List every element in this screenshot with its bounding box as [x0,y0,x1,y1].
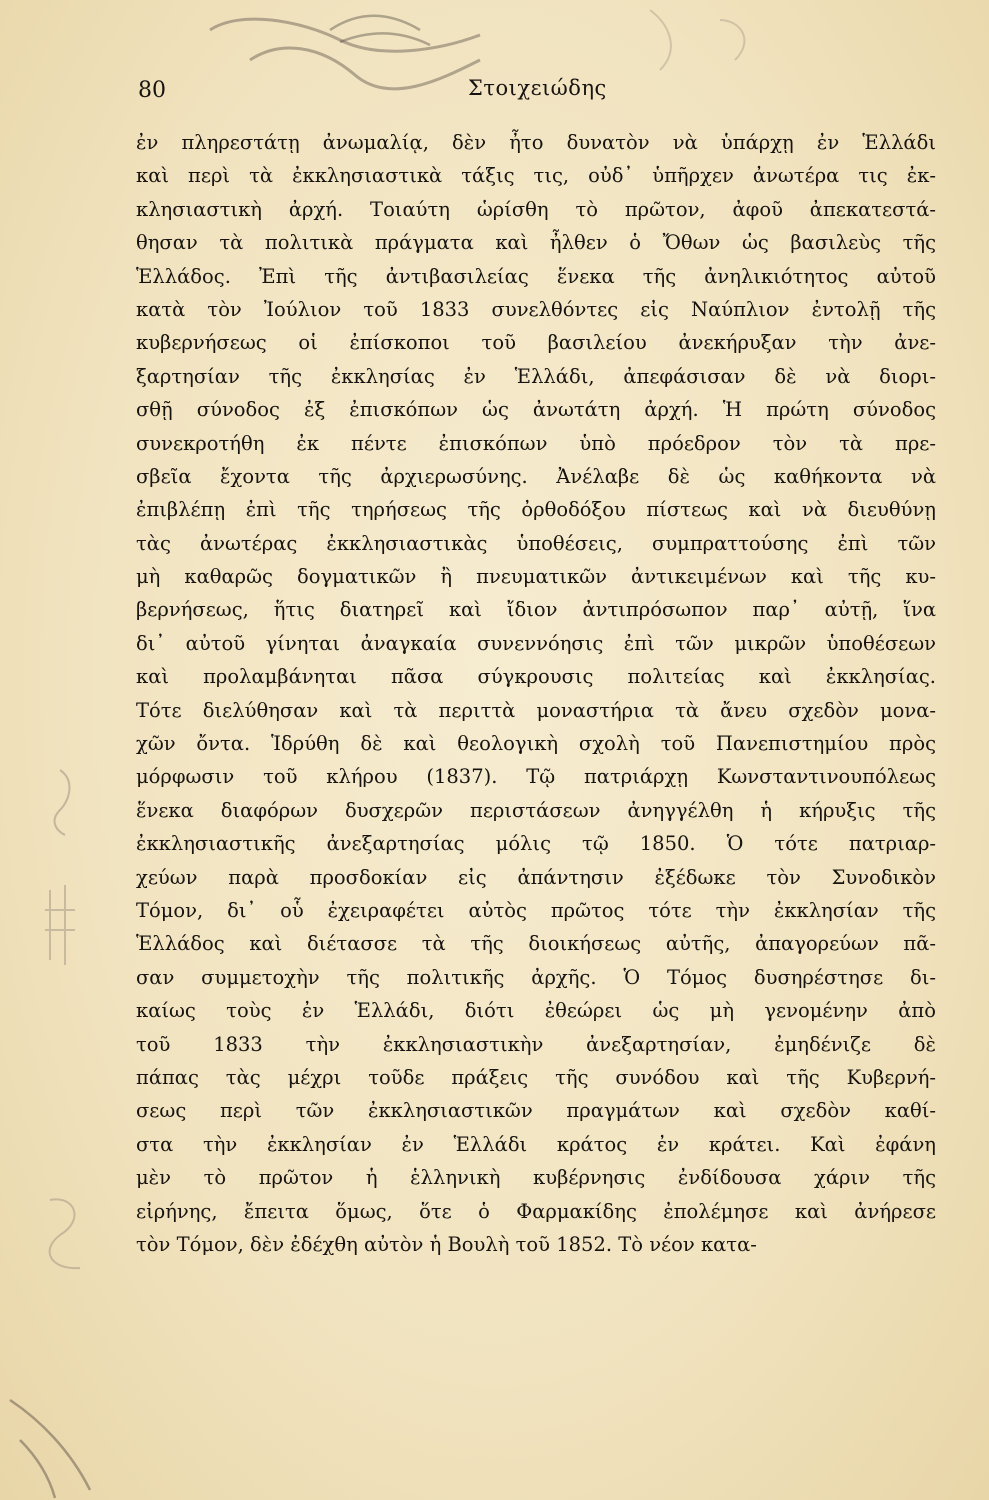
left-margin-mark-icon [20,760,100,1060]
text-line: Τότε διελύθησαν καὶ τὰ περιττὰ μοναστήρια τὰ ἄνευ σχεδὸν μονα- [136,698,936,722]
running-head: Στοιχειώδης [468,76,607,100]
text-line: θησαν τὰ πολιτικὰ πράγματα καὶ ἦλθεν ὁ Ὄθων ὡς βασιλεὺς τῆς [136,231,936,255]
text-line: κλησιαστικὴ ἀρχή. Τοιαύτη ὡρίσθη τὸ πρῶτον, ἀφοῦ ἀπεκατεστά- [136,197,936,221]
text-line: τὰς ἀνωτέρας ἐκκλησιαστικὰς ὑποθέσεις, συμπραττούσης ἐπὶ τῶν [136,531,936,555]
text-line: χεύων παρὰ προσδοκίαν εἰς ἀπάντησιν ἐξέδωκε τὸν Συνοδικὸν [136,865,936,889]
text-line: ἐπιβλέπῃ ἐπὶ τῆς τηρήσεως τῆς ὀρθοδόξου πίστεως καὶ νὰ διευθύνῃ [136,498,936,522]
page-header [0,70,989,110]
text-line: δι᾽ αὐτοῦ γίνηται ἀναγκαία συνεννόησις ἐπὶ τῶν μικρῶν ὑποθέσεων [136,631,936,655]
text-line: μὲν τὸ πρῶτον ἡ ἑλληνικὴ κυβέρνησις ἐνδίδουσα χάριν τῆς [136,1166,936,1190]
text-line: στα τὴν ἐκκλησίαν ἐν Ἑλλάδι κράτος ἐν κράτει. Καὶ ἐφάνη [136,1132,936,1156]
text-line: τὸν Τόμον, δὲν ἐδέχθη αὐτὸν ἡ Βουλὴ τοῦ 1852. Τὸ νέον κατα- [136,1232,757,1256]
text-line: σαν συμμετοχὴν τῆς πολιτικῆς ἀρχῆς. Ὁ Τόμος δυσηρέστησε δι- [136,965,936,989]
text-line: καὶ προλαμβάνηται πᾶσα σύγκρουσις πολιτείας καὶ ἐκκλησίας. [136,665,936,689]
text-line: χῶν ὄντα. Ἱδρύθη δὲ καὶ θεολογικὴ σχολὴ τοῦ Πανεπιστημίου πρὸς [136,732,936,756]
left-margin-mark-2-icon [30,1190,110,1280]
text-line: πάπας τὰς μέχρι τοῦδε πράξεις τῆς συνόδου καὶ τῆς Κυβερνή- [136,1065,936,1089]
text-line: ἐν πληρεστάτῃ ἀνωμαλίᾳ, δὲν ἦτο δυνατὸν νὰ ὑπάρχῃ ἐν Ἑλλάδι [136,131,936,154]
text-line: εἰρήνης, ἔπειτα ὅμως, ὅτε ὁ Φαρμακίδης ἐπολέμησε καὶ ἀνήρεσε [136,1199,936,1223]
text-line: Ἑλλάδος. Ἐπὶ τῆς ἀντιβασιλείας ἕνεκα τῆς ἀνηλικιότητος αὐτοῦ [136,264,936,288]
text-line: ἕνεκα διαφόρων δυσχερῶν περιστάσεων ἀνηγγέλθη ἡ κήρυξις τῆς [136,798,936,822]
text-line: μόρφωσιν τοῦ κλήρου (1837). Τῷ πατριάρχῃ Κωνσταντινουπόλεως [136,765,936,789]
text-line: συνεκροτήθη ἐκ πέντε ἐπισκόπων ὑπὸ πρόεδρον τὸν τὰ πρε- [136,431,936,455]
text-line: σβεῖα ἔχοντα τῆς ἀρχιερωσύνης. Ἀνέλαβε δὲ ὡς καθήκοντα νὰ [136,464,936,488]
text-line: Τόμον, δι᾽ οὗ ἐχειραφέτει αὐτὸς πρῶτος τότε τὴν ἐκκλησίαν τῆς [136,898,936,922]
text-line: σθῇ σύνοδος ἐξ ἐπισκόπων ὡς ἀνωτάτη ἀρχή. Ἡ πρώτη σύνοδος [136,398,936,422]
text-line: καὶ περὶ τὰ ἐκκλησιαστικὰ τάξις τις, οὐδ᾽ ὑπῆρχεν ἀνωτέρα τις ἐκ- [136,164,936,188]
text-line: Ἑλλάδος καὶ διέτασσε τὰ τῆς διοικήσεως αὐτῆς, ἀπαγορεύων πᾶ- [136,932,936,956]
bottom-corner-scribble-icon [0,1380,140,1500]
text-line: κυβερνήσεως οἱ ἐπίσκοποι τοῦ βασιλείου ἀνεκήρυξαν τὴν ἀνε- [136,331,936,355]
text-line: ξαρτησίαν τῆς ἐκκλησίας ἐν Ἑλλάδι, ἀπεφάσισαν δὲ νὰ διορι- [136,364,936,388]
text-line: σεως περὶ τῶν ἐκκλησιαστικῶν πραγμάτων καὶ σχεδὸν καθί- [136,1099,936,1123]
text-line: βερνήσεως, ἥτις διατηρεῖ καὶ ἴδιον ἀντιπρόσωπον παρ᾽ αὐτῇ, ἵνα [136,598,936,622]
body-text [136,126,936,1261]
text-line: καίως τοὺς ἐν Ἑλλάδι, διότι ἐθεώρει ὡς μὴ γενομένην ἀπὸ [136,999,936,1023]
text-line: κατὰ τὸν Ἰούλιον τοῦ 1833 συνελθόντες εἰς Ναύπλιον ἐντολῇ τῆς [136,297,936,321]
text-line: τοῦ 1833 τὴν ἐκκλησιαστικὴν ἀνεξαρτησίαν, ἐμηδένιζε δὲ [136,1032,936,1056]
text-line: μὴ καθαρῶς δογματικῶν ἢ πνευματικῶν ἀντικειμένων καὶ τῆς κυ- [136,565,936,589]
page-number: 80 [138,78,166,103]
text-line: ἐκκλησιαστικῆς ἀνεξαρτησίας μόλις τῷ 1850. Ὁ τότε πατριαρ- [136,832,936,856]
